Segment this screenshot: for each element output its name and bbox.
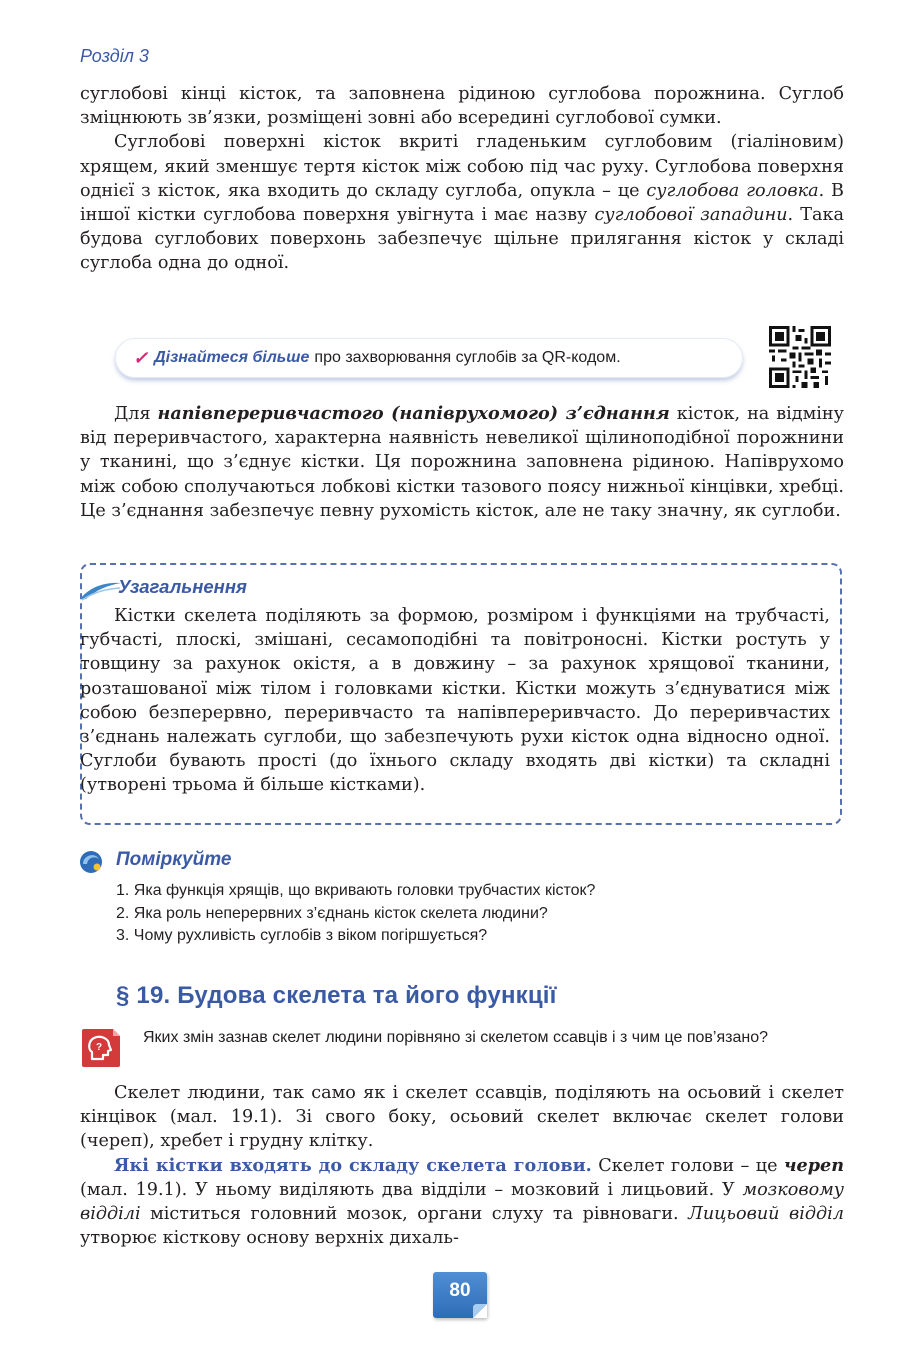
think-icon xyxy=(77,848,105,876)
body-block-skeleton xyxy=(80,1081,844,1250)
question-head-icon xyxy=(79,1026,123,1070)
intro-question: Яких змін зазнав скелет людини порівняно зі скелетом ссавців і з чим це пов’язано? xyxy=(143,1029,768,1046)
body-block-semimovable xyxy=(80,402,844,523)
summary-paragraph: Кістки скелета поділяють за формою, розміром і функціями на трубчасті, губчасті, плоскі, змішані, сесамоподібні та повітроносні. Кістки ростуть у товщину за рахунок окістя, а в довжину – за рахунок хрящової тканини, розташованої між тілом і головками кістки. Кістки можуть з’єднуватися між собою безперервно, переривчасто та напівпереривчасто. До переривчастих з’єднань належать суглоби, що забезпечують рухи кісток одна відносно одної. Суглоби бувають прості (до їхнього складу входять дві кістки) та складні (утворені трьома й більше кістками). xyxy=(80,606,830,796)
term-articular-head: суглобова головка xyxy=(646,180,819,201)
term-facial-section: Лицьовий відділ xyxy=(688,1204,844,1225)
paragraph-joint-structure: суглобові кінці кісток, та заповнена рідиною суглобова порожнина. Суглоб зміцнюють зв’язки, розміщені зовні або всередині суглобової сумки. xyxy=(80,84,844,129)
svg-text:?: ? xyxy=(96,1042,103,1053)
learn-more-text: про захворювання суглобів за QR-кодом. xyxy=(314,349,621,366)
paragraph-skeleton-division: Скелет людини, так само як і скелет ссавців, поділяють на осьовий і скелет кінцівок (мал. 19.1). Зі свого боку, осьовий скелет включає скелет голови (череп), хребет і грудну клітку. xyxy=(80,1083,844,1152)
summary-swoosh-icon xyxy=(78,577,122,601)
paragraph-skull: Які кістки входять до складу скелета голови. Скелет голови – це череп (мал. 19.1). У ньому виділяють два відділи – мозковий і лицьовий. У мозковому відділі міститься головний мозок, органи слуху та рівноваги. Лицьовий відділ утворює кісткову основу верхніх дихаль- xyxy=(80,1154,845,1249)
section-label: Розділ 3 xyxy=(80,46,149,66)
think-title: Поміркуйте xyxy=(116,849,232,870)
subheading-skull-bones: Які кістки входять до складу скелета голови. xyxy=(114,1154,592,1176)
page-number: 80 xyxy=(449,1280,471,1301)
list-item: 1. Яка функція хрящів, що вкривають головки трубчастих кісток? xyxy=(116,882,596,899)
think-questions xyxy=(116,880,595,948)
learn-more-title: Дізнайтеся більше xyxy=(154,349,310,366)
paragraph-semimovable-joint: Для напівпереривчастого (напіврухомого) з’єднання кісток, на відміну від переривчастого, характерна наявність невеликої щілиноподібної порожнини у тканині, що з’єднує кістки. Ця порожнина заповнена рідиною. Напіврухомо між собою сполучаються лобкові кістки тазового поясу нижньої кінцівки, хребці. Це з’єднання забезпечує певну рухомість кісток, але не таку значну, як суглоби. xyxy=(80,403,844,521)
term-brain-section: мозковому відділі xyxy=(80,1179,844,1225)
summary-text xyxy=(80,604,830,798)
term-skull: череп xyxy=(783,1154,845,1176)
check-icon: ✓ xyxy=(133,347,149,368)
term-articular-fossa: суглобової западини xyxy=(594,205,788,226)
summary-title: Узагальнення xyxy=(118,576,247,597)
paragraph-articular-surfaces: Суглобові поверхні кісток вкриті гладеньким суглобовим (гіаліновим) хрящем, який зменшує тертя кісток між собою під час руху. Суглобова поверхня однієї з кісток, яка входить до складу суглоба, опукла – це суглобова головка. В іншої кістки суглобова поверхня увігнута і має назву суглобової западини. Така будова суглобових поверхонь забезпечує щільне прилягання кісток у складі суглоба одна до одної. xyxy=(80,132,844,274)
section-heading: § 19. Будова скелета та його функції xyxy=(116,982,557,1009)
learn-more-banner[interactable] xyxy=(115,338,743,378)
body-block-joints xyxy=(80,82,844,276)
qr-code-icon[interactable] xyxy=(769,326,831,388)
list-item: 2. Яка роль неперервних з’єднань кісток скелета людини? xyxy=(116,904,548,922)
list-item: 3. Чому рухливість суглобів з віком погіршується? xyxy=(116,927,488,944)
term-semimovable-joint: напівпереривчастого (напіврухомого) з’єднання xyxy=(157,403,670,424)
